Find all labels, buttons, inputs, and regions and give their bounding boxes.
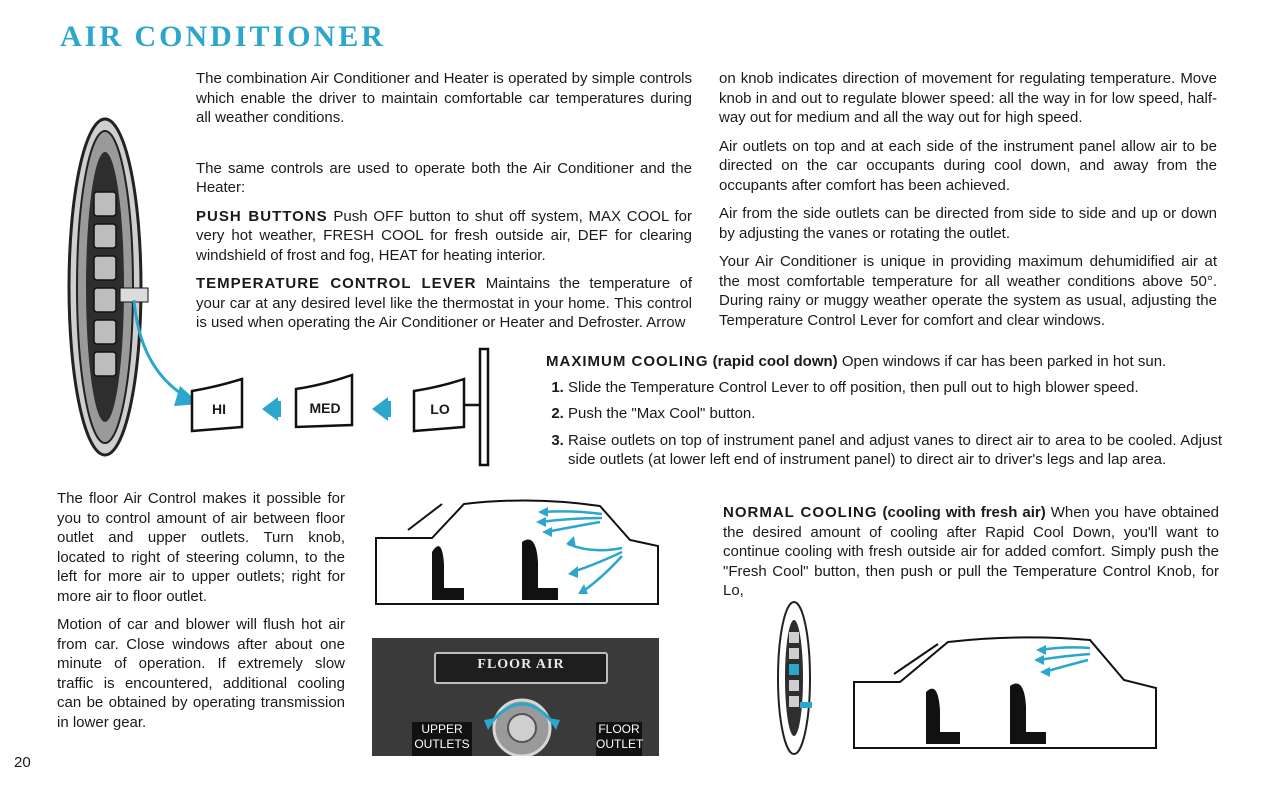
- upper-outlets-label: [412, 722, 472, 756]
- step-item: 1. Slide the Temperature Control Lever to off position, then pull out to high blower speed.: [568, 378, 1222, 398]
- normal-cooling-subheading: (cooling with fresh air): [882, 504, 1046, 521]
- floor-air-panel: [372, 638, 659, 756]
- max-cooling-text: Open windows if car has been parked in hot sun.: [841, 353, 1167, 370]
- normal-cooling-heading: NORMAL COOLING: [723, 504, 878, 521]
- floor-air-paragraph: The floor Air Control makes it possible for you to control amount of air between floor outlet and upper outlets. Turn knob, located to right of steering column, to the left for more air to upper outlets; right for more air to floor outlet.: [57, 490, 345, 605]
- blower-speed-diagram: [188, 345, 493, 470]
- page-title: AIR CONDITIONER: [60, 20, 386, 53]
- push-buttons-paragraph: [196, 207, 692, 266]
- control-panel-small-icon: [774, 598, 824, 758]
- max-cooling-steps: [546, 378, 1222, 470]
- lever-heading: TEMPERATURE CONTROL LEVER: [196, 275, 477, 292]
- dehumidify-paragraph: Your Air Conditioner is unique in providing maximum dehumidified air at the most comfortable temperature for all weather conditions above 50°. During rainy or muggy weather operate the system as usual, adjusting the Temperature Control Lever for comfort and clear windows.: [719, 253, 1217, 329]
- intro-paragraph: The combination Air Conditioner and Heater is operated by simple controls which enable the driver to maintain comfortable car temperatures during all weather conditions.: [196, 70, 692, 126]
- floor-air-knob-icon[interactable]: [472, 684, 572, 756]
- right-column: [719, 69, 1217, 339]
- outlets-label-line: OUTLETS: [414, 737, 470, 751]
- push-buttons-heading: PUSH BUTTONS: [196, 207, 328, 225]
- flush-air-paragraph: Motion of car and blower will flush hot air from car. Close windows after about one minute of operation. If extremely slow traffic is encountered, additional cooling can be obtained by operating transmission in lower gear.: [57, 616, 345, 731]
- side-outlets-paragraph: Air from the side outlets can be directed from side to side and up or down by adjusting the vanes or rotating the outlet.: [719, 205, 1217, 242]
- med-label: MED: [309, 400, 341, 416]
- step-item: 3. Raise outlets on top of instrument panel and adjust vanes to direct air to area to be cooled. Adjust side outlets (at lower left end of instrument panel) to direct air to driver's legs and lap area.: [568, 431, 1222, 470]
- floor-label-line: FLOOR: [598, 722, 640, 736]
- outlets-paragraph: Air outlets on top and at each side of the instrument panel allow air to be directed on the car occupants during cool down, and away from the occupants after comfort has been achieved.: [719, 137, 1217, 194]
- normal-cooling-paragraph: [723, 503, 1219, 601]
- floor-outlet-label: [596, 722, 642, 756]
- lever-text: Maintains the temperature of your car at any desired level like the thermostat in your home. This control is used when operating the Air Conditioner or Heater and Defroster. Arrow: [196, 275, 693, 331]
- push-buttons-text: Push OFF button to shut off system, MAX COOL for very hot weather, FRESH COOL for fresh outside air, DEF for clearing windshield of frost and fog, HEAT for heating interior.: [196, 207, 692, 264]
- max-cooling-section: [546, 352, 1222, 477]
- normal-cooling-text: When you have obtained the desired amount of cooling after Rapid Cool Down, you'll want to continue cooling with fresh outside air for added comfort. Simply push the "Fresh Cool" button, then push or pull the Temperature Control Knob, for Lo,: [723, 504, 1220, 599]
- floor-air-column: [57, 489, 345, 741]
- lo-label: LO: [430, 401, 450, 417]
- hi-label: HI: [212, 401, 226, 417]
- outlet-label-line: OUTLET: [596, 737, 644, 751]
- same-controls-paragraph: The same controls are used to operate both the Air Conditioner and the Heater:: [196, 159, 692, 196]
- floor-air-badge: FLOOR AIR: [477, 657, 565, 672]
- max-cooling-intro: [546, 352, 1222, 372]
- car-airflow-icon: [372, 492, 662, 618]
- step-item: 2. Push the "Max Cool" button.: [568, 404, 1222, 424]
- intro-column: [196, 69, 692, 342]
- max-cooling-heading: MAXIMUM COOLING: [546, 353, 709, 370]
- page-number: 20: [14, 754, 31, 771]
- normal-cooling-section: [723, 503, 1219, 610]
- knob-paragraph: on knob indicates direction of movement for regulating temperature. Move knob in and out to regulate blower speed: all the way in for low speed, half-way out for medium and all the way out for high speed.: [719, 70, 1217, 126]
- lever-paragraph: [196, 274, 692, 333]
- car-airflow-small-icon: [850, 632, 1160, 754]
- max-cooling-subheading: (rapid cool down): [712, 353, 838, 370]
- upper-label-line: UPPER: [421, 722, 463, 736]
